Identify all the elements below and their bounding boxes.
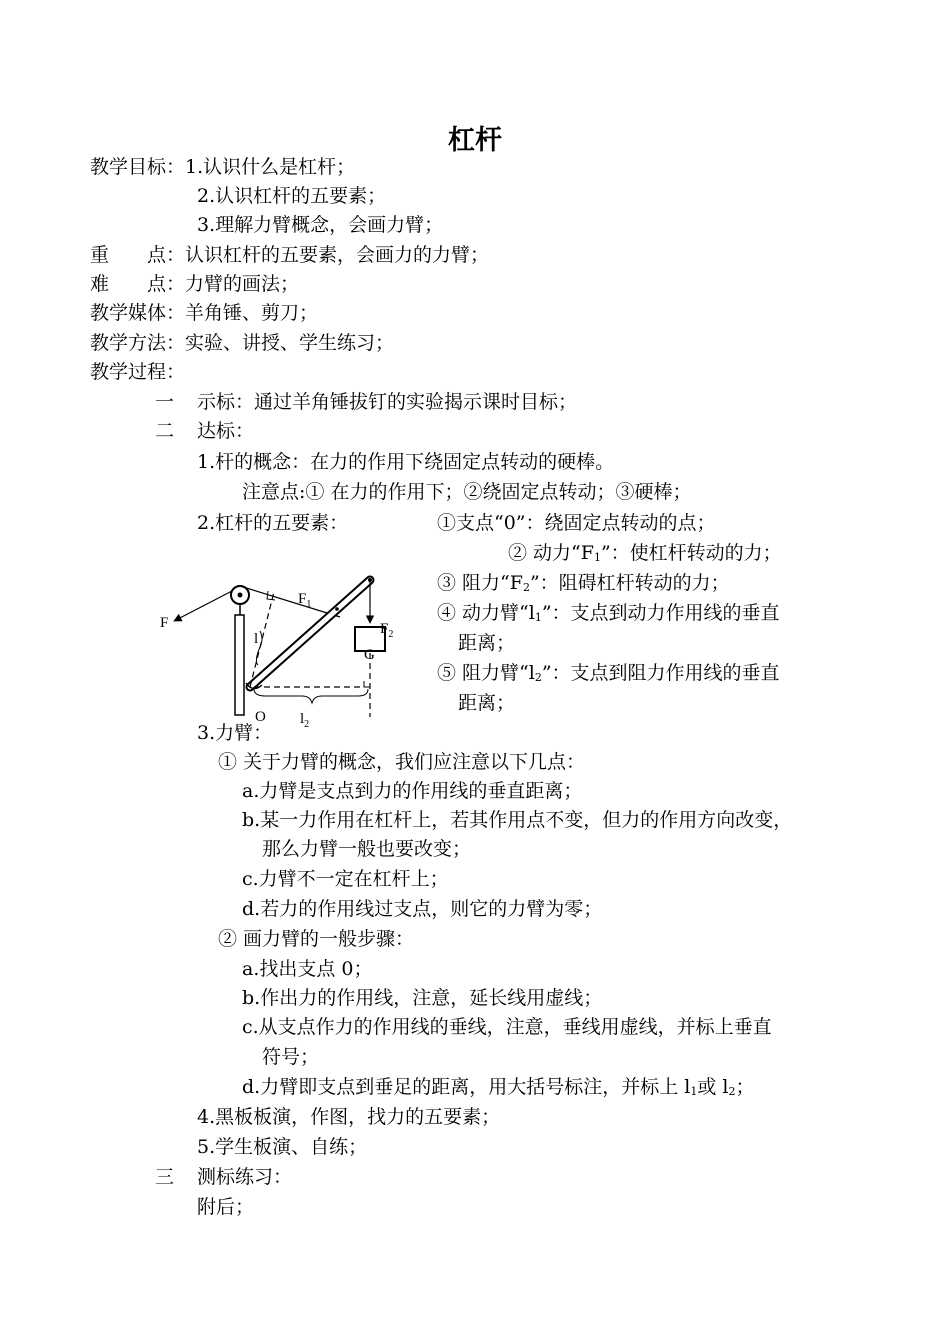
element-effort-arm-sub: 1 bbox=[534, 611, 542, 624]
header-row-objectives bbox=[90, 152, 355, 182]
element-resistance-text: ③ 阻力“F bbox=[437, 572, 523, 594]
item-5: 5.学生板演、自练； bbox=[197, 1136, 368, 1158]
five-elements-title: 2.杠杆的五要素： bbox=[197, 512, 349, 534]
element-resistance bbox=[437, 568, 730, 598]
section-two-text: 达标： bbox=[197, 420, 255, 442]
element-effort-desc: ”：使杠杆转动的力； bbox=[600, 542, 782, 564]
header-row-method bbox=[90, 328, 394, 358]
header-text: 认识杠杆的五要素，会画力的力臂； bbox=[185, 244, 490, 266]
arm-concept-b-cont: 那么力臂一般也要改变； bbox=[262, 838, 472, 860]
arm-concept-c: c.力臂不一定在杠杆上； bbox=[242, 868, 449, 890]
arm-concept-b: b.某一力作用在杠杆上，若其作用点不变，但力的作用方向改变， bbox=[242, 809, 793, 831]
post bbox=[235, 615, 244, 715]
label-f: F bbox=[160, 615, 169, 631]
header-row-media bbox=[90, 298, 318, 328]
header-row-difficulty bbox=[90, 269, 299, 299]
section-three-num: 三 bbox=[155, 1166, 175, 1188]
force-f-arrow bbox=[174, 591, 232, 621]
lever-rope-point bbox=[335, 607, 339, 611]
item-4: 4.黑板板演，作图，找力的五要素； bbox=[197, 1106, 501, 1128]
arm-step-d-sub2: 2 bbox=[728, 1085, 736, 1098]
section-one-text: 示标：通过羊角锤拔钉的实验揭示课时目标； bbox=[197, 391, 578, 413]
header-row-objective-3 bbox=[197, 210, 443, 240]
label-f1: $F_1$ bbox=[298, 591, 312, 610]
element-resistance-arm-desc: ”：支点到阻力作用线的垂直 bbox=[541, 662, 780, 684]
header-text: 力臂的画法； bbox=[185, 273, 300, 295]
header-label: 难 点： bbox=[90, 273, 186, 295]
header-text: 实验、讲授、学生练习； bbox=[185, 332, 395, 354]
header-text: 2.认识杠杆的五要素； bbox=[197, 185, 387, 207]
element-resistance-arm-cont: 距离； bbox=[458, 692, 516, 714]
lever-figure bbox=[150, 565, 430, 740]
arm-step-d-text: d.力臂即支点到垂足的距离，用大括号标注，并标上 l bbox=[242, 1076, 691, 1098]
arm-concept-d: d.若力的作用线过支点，则它的力臂为零； bbox=[242, 898, 603, 920]
lever-bar-inner bbox=[250, 580, 370, 687]
arm-step-d bbox=[242, 1072, 754, 1102]
element-effort-arm-desc: ”：支点到动力作用线的垂直 bbox=[541, 602, 780, 624]
arm-step-d-end: ； bbox=[735, 1076, 755, 1098]
label-o: O bbox=[255, 709, 266, 725]
header-label: 教学方法： bbox=[90, 332, 186, 354]
element-effort bbox=[508, 538, 782, 568]
header-text: 3.理解力臂概念，会画力臂； bbox=[197, 214, 444, 236]
label-g: G bbox=[364, 647, 375, 663]
label-l1: l bbox=[254, 631, 259, 647]
element-effort-arm bbox=[437, 598, 780, 628]
element-effort-arm-cont: 距离； bbox=[458, 632, 516, 654]
section-two-num: 二 bbox=[155, 420, 175, 442]
section-one-num: 一 bbox=[155, 391, 175, 413]
header-row-key-point bbox=[90, 240, 489, 270]
element-resistance-arm bbox=[437, 658, 780, 688]
arm-step-a: a.找出支点 0； bbox=[242, 958, 373, 980]
arm-concept-a: a.力臂是支点到力的作用线的垂直距离； bbox=[242, 780, 583, 802]
element-resistance-desc: ”：阻碍杠杆转动的力； bbox=[529, 572, 730, 594]
header-label: 重 点： bbox=[90, 244, 186, 266]
element-resistance-arm-sub: 2 bbox=[534, 671, 542, 684]
arm-step-c-cont: 符号； bbox=[262, 1046, 320, 1068]
page-title: 杠杆 bbox=[448, 125, 502, 156]
arm-steps-heading: ② 画力臂的一般步骤： bbox=[218, 928, 415, 950]
arm-step-d-sub1: 1 bbox=[690, 1085, 698, 1098]
label-l2: $l_2$ bbox=[300, 711, 310, 730]
arm-step-d-mid: 或 l bbox=[697, 1076, 729, 1098]
element-effort-arm-text: ④ 动力臂“l bbox=[437, 602, 535, 624]
element-effort-text: ② 动力“F bbox=[508, 542, 594, 564]
pulley-axle bbox=[238, 593, 243, 598]
resistance-arm-brace bbox=[254, 689, 368, 703]
header-label: 教学目标： bbox=[90, 156, 186, 178]
arm-step-b: b.作出力的作用线，注意，延长线用虚线； bbox=[242, 987, 603, 1009]
concept-main: 1.杆的概念：在力的作用下绕固定点转动的硬棒。 bbox=[197, 451, 615, 473]
element-resistance-sub: 2 bbox=[522, 581, 530, 594]
header-label: 教学过程： bbox=[90, 361, 186, 383]
header-row-objective-2 bbox=[197, 181, 386, 211]
header-text: 羊角锤、剪刀； bbox=[185, 302, 319, 324]
rope bbox=[240, 586, 340, 617]
element-fulcrum: ①支点“0”：绕固定点转动的点； bbox=[437, 512, 716, 534]
arm-title: 3.力臂： bbox=[197, 722, 273, 744]
element-resistance-arm-text: ⑤ 阻力臂“l bbox=[437, 662, 535, 684]
concept-note: 注意点:① 在力的作用下；②绕固定点转动；③硬棒； bbox=[242, 481, 692, 503]
section-three-text: 测标练习： bbox=[197, 1166, 293, 1188]
header-label: 教学媒体： bbox=[90, 302, 186, 324]
header-text: 1.认识什么是杠杆； bbox=[185, 156, 356, 178]
element-effort-sub: 1 bbox=[593, 551, 601, 564]
header-row-process bbox=[90, 357, 185, 387]
arm-step-c: c.从支点作力的作用线的垂线，注意，垂线用虚线，并标上垂直 bbox=[242, 1016, 772, 1038]
right-angle-mark-2 bbox=[364, 681, 370, 687]
label-f2: $F_2$ bbox=[380, 621, 394, 640]
appendix: 附后； bbox=[197, 1196, 255, 1218]
arm-concept-heading: ① 关于力臂的概念，我们应注意以下几点： bbox=[218, 751, 586, 773]
